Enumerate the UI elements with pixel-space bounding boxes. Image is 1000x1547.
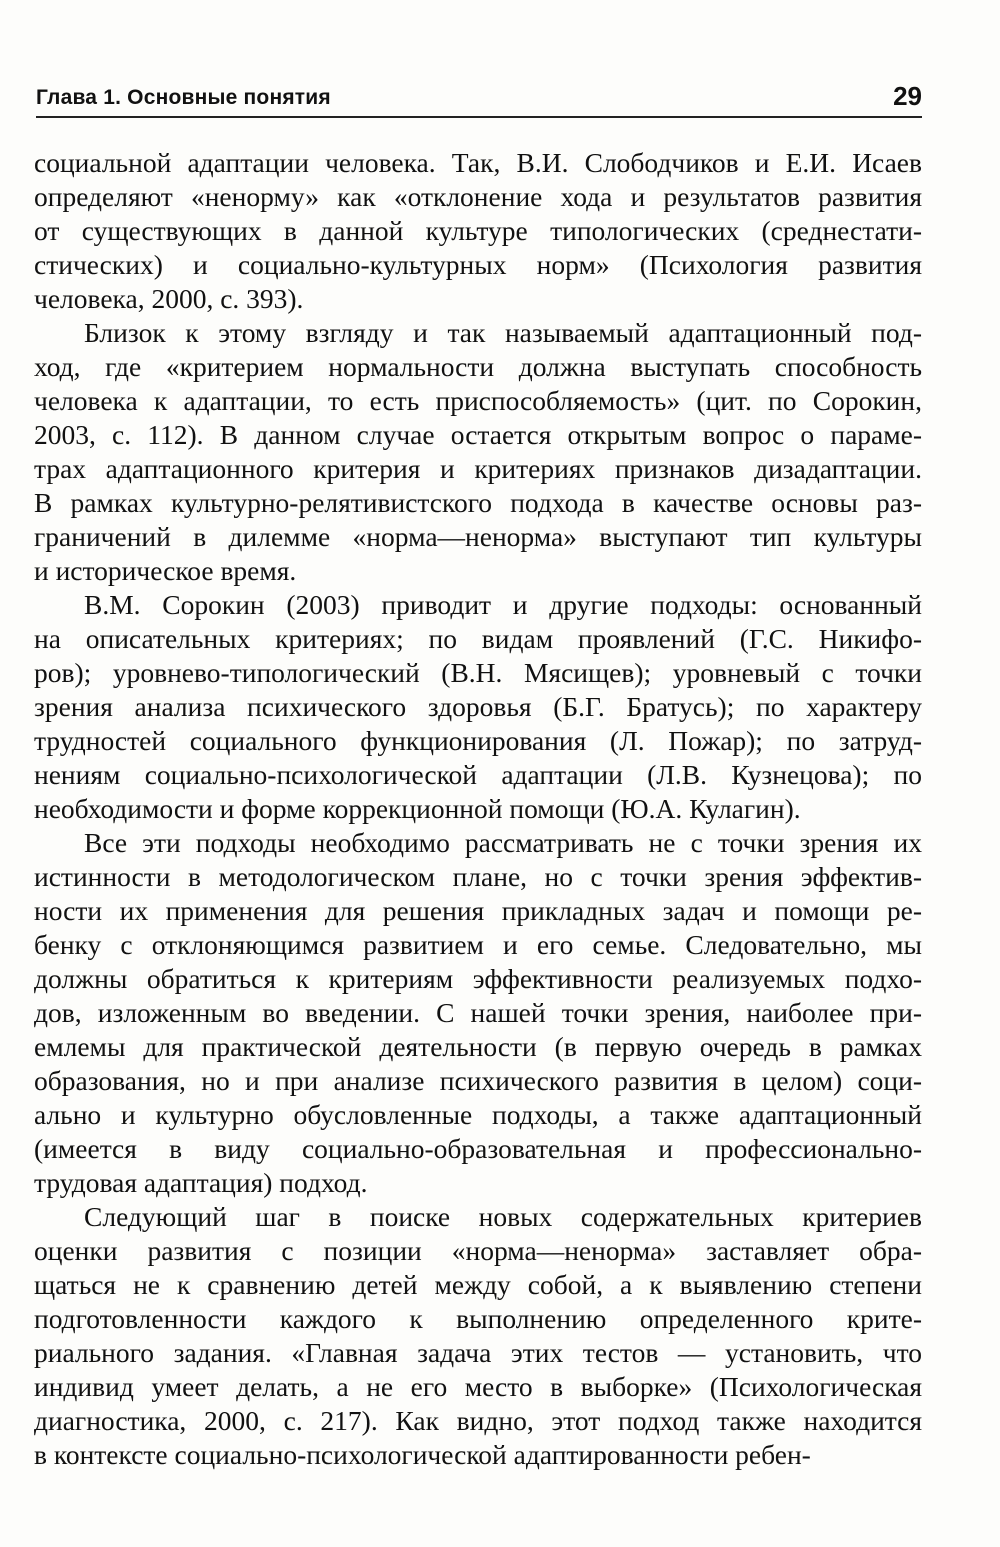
- text-line: В рамках культурно-релятивистского подхода в качестве основы раз-: [34, 487, 922, 518]
- text-line: подготовленности каждого к выполнению определенного крите-: [34, 1303, 922, 1334]
- paragraph: [34, 826, 922, 1200]
- text-line: Следующий шаг в поиске новых содержательных критериев: [84, 1201, 922, 1232]
- text-line: и историческое время.: [34, 555, 297, 586]
- text-line: дов, изложенным во введении. С нашей точки зрения, наиболее при-: [34, 997, 922, 1028]
- text-line: должны обратиться к критериям эффективности реализуемых подхо-: [34, 963, 922, 994]
- text-line: ности их применения для решения прикладных задач и помощи ре-: [34, 895, 922, 926]
- text-line: истинности в методологическом плане, но с точки зрения эффектив-: [34, 861, 922, 892]
- text-line: трудностей социального функционирования (Л. Пожар); по затруд-: [34, 725, 922, 756]
- text-line: щаться не к сравнению детей между собой, а к выявлению степени: [34, 1269, 922, 1300]
- text-line: зрения анализа психического здоровья (Б.Г. Братусь); по характеру: [34, 691, 922, 722]
- paragraph: [34, 588, 922, 826]
- text-line: Все эти подходы необходимо рассматривать не с точки зрения их: [84, 827, 922, 858]
- paragraph: [34, 146, 922, 316]
- text-line: стических) и социально-культурных норм» (Психология развития: [34, 249, 922, 280]
- text-line: социальной адаптации человека. Так, В.И. Слободчиков и Е.И. Исаев: [34, 147, 922, 178]
- text-line: ход, где «критерием нормальности должна выступать способность: [34, 351, 922, 382]
- text-line: диагностика, 2000, с. 217). Как видно, этот подход также находится: [34, 1405, 922, 1436]
- text-line: трах адаптационного критерия и критериях признаков дизадаптации.: [34, 453, 922, 484]
- text-line: емлемы для практической деятельности (в первую очередь в рамках: [34, 1031, 922, 1062]
- text-line: риального задания. «Главная задача этих тестов — установить, что: [34, 1337, 922, 1368]
- text-line: ально и культурно обусловленные подходы, а также адаптационный: [34, 1099, 922, 1130]
- text-line: человека к адаптации, то есть приспособляемость» (цит. по Сорокин,: [34, 385, 922, 416]
- text-line: граничений в дилемме «норма—ненорма» выступают тип культуры: [34, 521, 922, 552]
- text-line: (имеется в виду социально-образовательная и профессионально-: [34, 1133, 922, 1164]
- text-line: Близок к этому взгляду и так называемый адаптационный под-: [84, 317, 922, 348]
- paragraph: [34, 316, 922, 588]
- text-line: трудовая адаптация) подход.: [34, 1167, 368, 1198]
- text-line: от существующих в данной культуре типологических (среднестати-: [34, 215, 922, 246]
- page-number: 29: [893, 81, 922, 111]
- text-line: определяют «ненорму» как «отклонение хода и результатов развития: [34, 181, 922, 212]
- text-line: нениям социально-психологической адаптации (Л.В. Кузнецова); по: [34, 759, 922, 790]
- text-line: в контексте социально-психологической адаптированности ребен-: [34, 1439, 811, 1470]
- paragraph: [34, 1200, 922, 1472]
- chapter-title: Глава 1. Основные понятия: [36, 86, 331, 109]
- text-line: образования, но и при анализе психического развития в целом) соци-: [34, 1065, 922, 1096]
- text-line: на описательных критериях; по видам проявлений (Г.С. Никифо-: [34, 623, 922, 654]
- running-header: [36, 81, 922, 118]
- text-line: человека, 2000, с. 393).: [34, 283, 304, 314]
- text-line: оценки развития с позиции «норма—ненорма» заставляет обра-: [34, 1235, 922, 1266]
- body-text: [34, 146, 922, 1472]
- text-line: 2003, с. 112). В данном случае остается открытым вопрос о параме-: [34, 419, 922, 450]
- text-line: ров); уровнево-типологический (В.Н. Мясищев); уровневый с точки: [34, 657, 922, 688]
- text-line: индивид умеет делать, а не его место в выборке» (Психологическая: [34, 1371, 922, 1402]
- text-line: необходимости и форме коррекционной помощи (Ю.А. Кулагин).: [34, 793, 801, 824]
- text-line: бенку с отклоняющимся развитием и его семье. Следовательно, мы: [34, 929, 922, 960]
- text-line: В.М. Сорокин (2003) приводит и другие подходы: основанный: [84, 589, 922, 620]
